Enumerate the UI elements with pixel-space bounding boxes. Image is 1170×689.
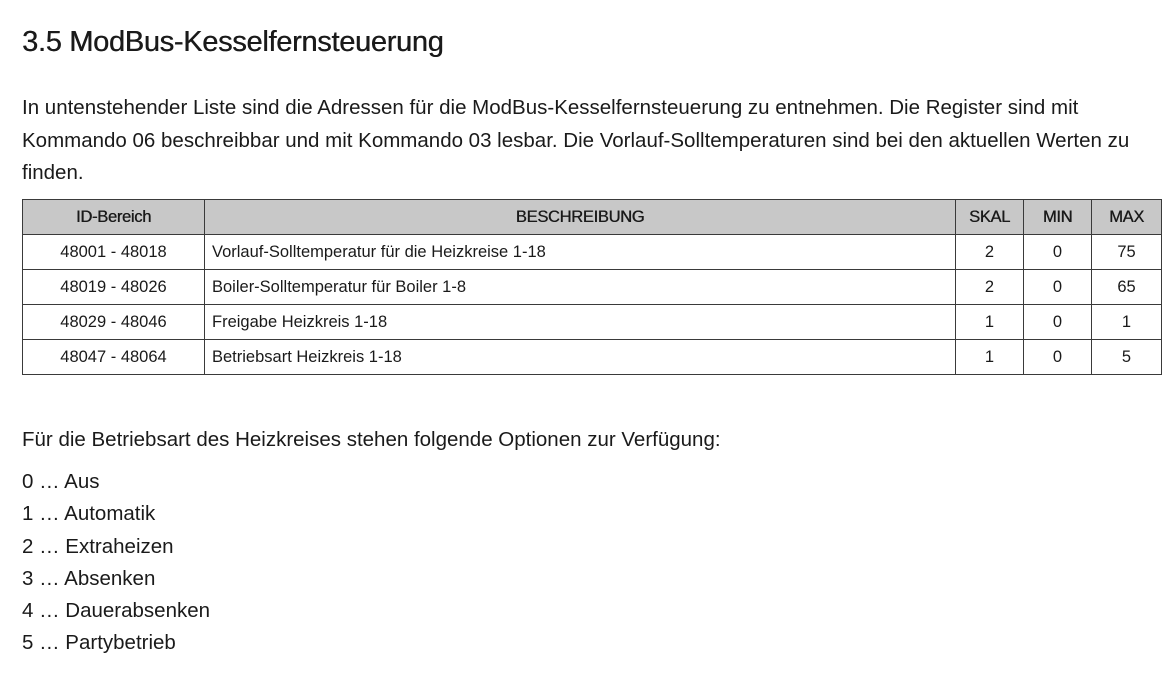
table-row xyxy=(23,340,1162,375)
table-row xyxy=(23,270,1162,305)
cell-description: Vorlauf-Solltemperatur für die Heizkreise 1-18 xyxy=(205,235,956,270)
options-list xyxy=(22,466,210,660)
table-row xyxy=(23,235,1162,270)
cell-min: 0 xyxy=(1024,340,1092,375)
header-id-range: ID-Bereich xyxy=(23,200,205,235)
cell-id-range: 48047 - 48064 xyxy=(23,340,205,375)
cell-skal: 1 xyxy=(956,340,1024,375)
table-header-row xyxy=(23,200,1162,235)
cell-description: Boiler-Solltemperatur für Boiler 1-8 xyxy=(205,270,956,305)
cell-min: 0 xyxy=(1024,305,1092,340)
cell-id-range: 48029 - 48046 xyxy=(23,305,205,340)
cell-description: Betriebsart Heizkreis 1-18 xyxy=(205,340,956,375)
cell-max: 75 xyxy=(1092,235,1162,270)
header-description: BESCHREIBUNG xyxy=(205,200,956,235)
cell-id-range: 48019 - 48026 xyxy=(23,270,205,305)
list-item: 0 … Aus xyxy=(22,470,100,493)
cell-skal: 2 xyxy=(956,270,1024,305)
list-item: 4 … Dauerabsenken xyxy=(22,599,211,623)
header-max: MAX xyxy=(1092,200,1162,235)
cell-max: 65 xyxy=(1092,270,1162,305)
cell-skal: 2 xyxy=(956,235,1024,270)
list-item: 2 … Extraheizen xyxy=(22,534,174,558)
header-min: MIN xyxy=(1024,200,1092,235)
header-skal: SKAL xyxy=(956,200,1024,235)
cell-id-range: 48001 - 48018 xyxy=(23,235,205,270)
list-item: 1 … Automatik xyxy=(22,502,156,526)
cell-min: 0 xyxy=(1024,235,1092,270)
cell-max: 1 xyxy=(1092,305,1162,340)
section-heading: 3.5 ModBus-Kesselfernsteuerung xyxy=(22,26,444,58)
cell-max: 5 xyxy=(1092,340,1162,375)
cell-skal: 1 xyxy=(956,305,1024,340)
cell-min: 0 xyxy=(1024,270,1092,305)
list-item: 3 … Absenken xyxy=(22,566,156,590)
intro-paragraph: In untenstehender Liste sind die Adressen für die ModBus-Kesselfernsteuerung zu entnehmen. Die Register sind mit Kommando 06 beschreibbar und mit Kommando 03 lesbar. Die Vorlauf-Solltemperaturen sind bei den aktuellen Werten zu finden. xyxy=(22,96,1130,184)
cell-description: Freigabe Heizkreis 1-18 xyxy=(205,305,956,340)
table-row xyxy=(23,305,1162,340)
register-table xyxy=(22,199,1162,375)
list-item: 5 … Partybetrieb xyxy=(22,631,176,655)
options-intro: Für die Betriebsart des Heizkreises stehen folgende Optionen zur Verfügung: xyxy=(22,428,721,451)
